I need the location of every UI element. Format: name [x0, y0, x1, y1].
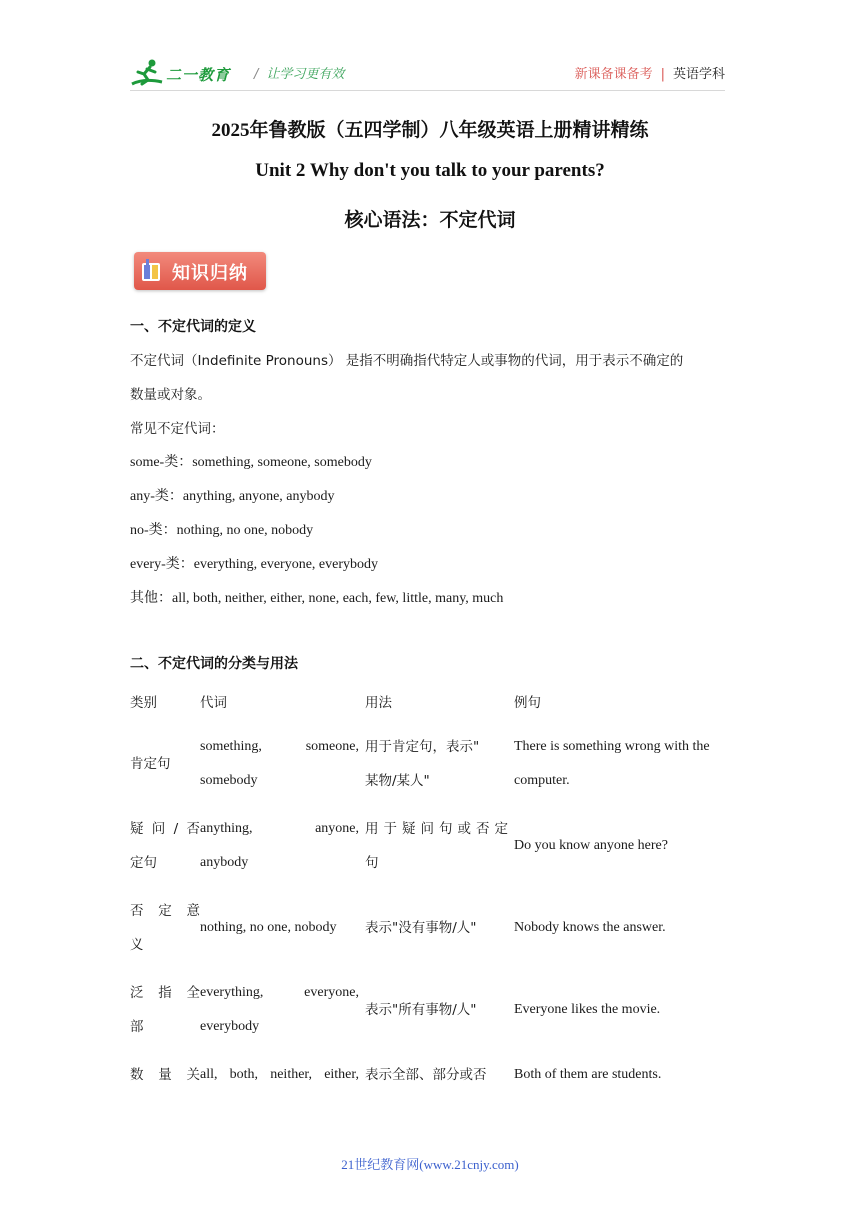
cell-line: 否定意	[130, 903, 200, 919]
column-header: 例句	[514, 695, 541, 711]
cell-line: everybody	[200, 1019, 260, 1034]
slogan: / 让学习更有效	[254, 67, 345, 82]
column-header: 类别	[130, 695, 157, 711]
cell-line: all, both, neither, either,	[200, 1067, 359, 1082]
cell-line: 疑问/否	[130, 821, 200, 837]
table-row	[130, 723, 732, 805]
cell-line: 用于肯定句，表示"	[365, 739, 480, 755]
pronoun-usage-table	[130, 683, 732, 1099]
cell-line: computer.	[514, 773, 570, 788]
cell-line: 表示"没有事物/人"	[365, 920, 477, 936]
table-cell-category	[130, 723, 200, 805]
header-tags	[575, 63, 725, 82]
table-cell-example	[514, 805, 732, 887]
slogan-text: 让学习更有效	[266, 67, 345, 82]
badge-label: 知识归纳	[172, 263, 248, 284]
table-cell-category	[130, 887, 200, 969]
cell-line: Both of them are students.	[514, 1067, 662, 1082]
table-cell-example	[514, 887, 732, 969]
cell-line: Nobody knows the answer.	[514, 920, 666, 935]
list-item: some-类：something, someone, somebody	[130, 455, 372, 470]
column-header: 代词	[200, 695, 227, 711]
table-row	[130, 805, 732, 887]
cell-line: 义	[130, 937, 144, 953]
logo	[130, 58, 242, 88]
table-header-row	[130, 683, 732, 723]
cell-line: 数量关	[130, 1067, 200, 1083]
definition-line-2: 数量或对象。	[130, 387, 211, 403]
table-cell-usage	[365, 887, 514, 969]
page-header	[130, 56, 725, 91]
table-cell-usage	[365, 969, 514, 1051]
cell-line: 部	[130, 1019, 144, 1035]
table-row	[130, 1051, 732, 1099]
table-row	[130, 969, 732, 1051]
cell-line: something, someone,	[200, 739, 359, 754]
list-item: every-类：everything, everyone, everybody	[130, 557, 379, 572]
cell-line: everything, everyone,	[200, 985, 359, 1000]
document-title: 2025年鲁教版（五四学制）八年级英语上册精讲精练	[211, 120, 649, 141]
header-tag-subject: 英语学科	[672, 67, 725, 82]
cell-line: 表示全部、部分或否	[365, 1067, 487, 1083]
definition-line-1: 不定代词（Indefinite Pronouns） 是指不明确指代特定人或事物的代词，用于表示不确定的	[130, 353, 684, 369]
cell-line: Do you know anyone here?	[514, 838, 668, 853]
runner-logo-icon	[130, 58, 166, 88]
table-cell-category	[130, 969, 200, 1051]
book-icon	[140, 259, 162, 283]
column-header: 用法	[365, 695, 392, 711]
unit-title: Unit 2 Why don't you talk to your parents?	[255, 160, 605, 181]
page-footer: 21世纪教育网(www.21cnjy.com)	[341, 1157, 519, 1172]
table-cell-example	[514, 1051, 732, 1099]
list-item: 其他：all, both, neither, either, none, each, few, little, many, much	[130, 591, 504, 606]
cell-line: 表示"所有事物/人"	[365, 1002, 477, 1018]
table-cell-pronouns	[200, 887, 365, 969]
table-cell-pronouns	[200, 969, 365, 1051]
table-cell-pronouns	[200, 723, 365, 805]
grammar-title: 核心语法：不定代词	[344, 209, 516, 231]
header-separator: |	[660, 67, 665, 82]
cell-line: There is something wrong with the	[514, 739, 710, 754]
table-cell-example	[514, 969, 732, 1051]
logo-text: 二一教育	[166, 66, 231, 84]
cell-line: nothing, no one, nobody	[200, 920, 337, 935]
common-pronouns-label: 常见不定代词：	[130, 421, 225, 437]
list-item: no-类：nothing, no one, nobody	[130, 523, 314, 538]
table-cell-pronouns	[200, 1051, 365, 1099]
cell-line: anybody	[200, 855, 249, 870]
table-cell-category	[130, 805, 200, 887]
cell-line: Everyone likes the movie.	[514, 1002, 661, 1017]
table-cell-pronouns	[200, 805, 365, 887]
knowledge-summary-badge	[134, 252, 266, 290]
cell-line: somebody	[200, 773, 258, 788]
table-cell-usage	[365, 805, 514, 887]
list-item: any-类：anything, anyone, anybody	[130, 489, 335, 504]
section2-heading: 二、不定代词的分类与用法	[130, 656, 298, 672]
section1-heading: 一、不定代词的定义	[130, 319, 256, 335]
cell-line: 某物/某人"	[365, 773, 430, 789]
table-cell-usage	[365, 1051, 514, 1099]
header-tag-course: 新课备课备考	[574, 67, 653, 82]
cell-line: 用于疑问句或否定	[365, 821, 508, 837]
table-cell-example	[514, 723, 732, 805]
cell-line: 句	[365, 855, 379, 871]
table-cell-usage	[365, 723, 514, 805]
cell-line: 肯定句	[130, 756, 171, 772]
cell-line: 泛指全	[130, 985, 200, 1001]
cell-line: anything, anyone,	[200, 821, 359, 836]
cell-line: 定句	[130, 855, 157, 871]
table-cell-category	[130, 1051, 200, 1099]
table-row	[130, 887, 732, 969]
